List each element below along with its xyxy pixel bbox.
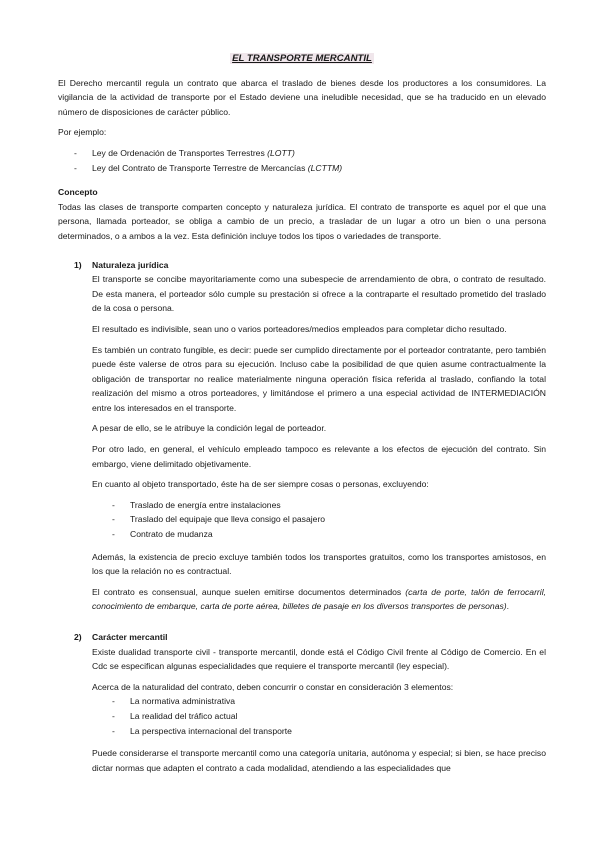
paragraph: Existe dualidad transporte civil - transporte mercantil, donde está el Código Civil frente al Código de Comercio. En el Cdc se especifican algunas especialidades que requiere el transporte mercantil (ley especial).	[92, 646, 546, 672]
paragraph: Por otro lado, en general, el vehículo empleado tampoco es relevante a los efectos de ejecución del contrato. Sin embargo, viene delimitado objetivamente.	[92, 444, 546, 469]
list-item: - La realidad del tráfico actual	[92, 709, 546, 724]
section-caracter	[58, 630, 546, 775]
section-heading: 2) Carácter mercantil	[74, 632, 168, 642]
paragraph: A pesar de ello, se le atribuye la condición legal de porteador.	[92, 423, 327, 434]
paragraph: Acerca de la naturalidad del contrato, deben concurrir o constar en consideración 3 elementos:	[92, 681, 454, 692]
paragraph: En cuanto al objeto transportado, éste ha de ser siempre cosas o personas, excluyendo:	[92, 479, 429, 490]
elements-list	[92, 694, 546, 738]
paragraph: Es también un contrato fungible, es decir: puede ser cumplido directamente por el porteador contratante, pero también puede éste valerse de otros para su ejecución. Incluso cabe la posibilidad de que quien asume contractualmente la obligación de transportar no realice materialmente ninguna operación física referida al traslado, confiando la total realización del mismo a otros porteadores, y limitándose el primero a una especial actividad de INTERMEDIACIÓN entre los interesados en el transporte.	[92, 344, 546, 413]
example-label: Por ejemplo:	[58, 127, 107, 138]
list-item: - Traslado del equipaje que lleva consigo el pasajero	[92, 512, 546, 527]
concepto-heading: Concepto	[58, 187, 98, 198]
list-item: - Ley del Contrato de Transporte Terrestre de Mercancías (LCTTM)	[58, 161, 546, 176]
page-title: EL TRANSPORTE MERCANTIL	[232, 53, 372, 64]
law-list	[58, 146, 546, 175]
list-item: - Contrato de mudanza	[92, 527, 546, 542]
section-heading: 1) Naturaleza jurídica	[74, 259, 169, 270]
intro-paragraph: El Derecho mercantil regula un contrato que abarca el traslado de bienes desde los productores a los consumidores. La vigilancia de la actividad de transporte por el Estado deviene una ineludible necesidad, que se ha traducido en un elevado número de disposiciones de carácter público.	[58, 77, 546, 117]
paragraph: El contrato es consensual, aunque suelen emitirse documentos determinados (carta de porte, talón de ferrocarril, conocimiento de embarque, carta de porte aérea, billetes de pasaje en los diversos transportes de personas).	[92, 586, 547, 612]
section-body	[58, 272, 546, 614]
paragraph: El resultado es indivisible, sean uno o varios porteadores/medios empleados para completar dicho resultado.	[92, 323, 507, 334]
list-item: - Ley de Ordenación de Transportes Terrestres (LOTT)	[58, 146, 546, 161]
list-item: - La perspectiva internacional del transporte	[92, 724, 546, 739]
paragraph: Puede considerarse el transporte mercantil como una categoría unitaria, autónoma y especial; si bien, se hace preciso dictar normas que adapten el contrato a cada modalidad, atendiendo a las especialidades que	[92, 748, 546, 773]
paragraph: Además, la existencia de precio excluye también todos los transportes gratuitos, como los transportes amistosos, en los que la relación no es contractual.	[92, 551, 546, 577]
list-item: - Traslado de energía entre instalaciones	[92, 498, 546, 513]
concepto-paragraph: Todas las clases de transporte comparten concepto y naturaleza jurídica. El contrato de transporte es aquel por el que una persona, llamada porteador, se obliga a cambio de un precio, a trasladar de un lugar a otro un bien o una persona determinados, o a ambos a la vez. Esta definición incluye todos los tipos o variedades de transporte.	[58, 201, 546, 241]
exclusion-list	[92, 498, 546, 542]
document-page	[58, 52, 546, 781]
list-item: - La normativa administrativa	[92, 694, 546, 709]
section-naturaleza	[58, 258, 546, 614]
paragraph: El transporte se concibe mayoritariamente como una subespecie de arrendamiento de obra, o contrato de resultado. De esta manera, el porteador sólo cumple su prestación si ofrece a la contraparte el resultado prometido del traslado de la cosa o persona.	[92, 274, 546, 314]
section-body	[58, 645, 546, 776]
